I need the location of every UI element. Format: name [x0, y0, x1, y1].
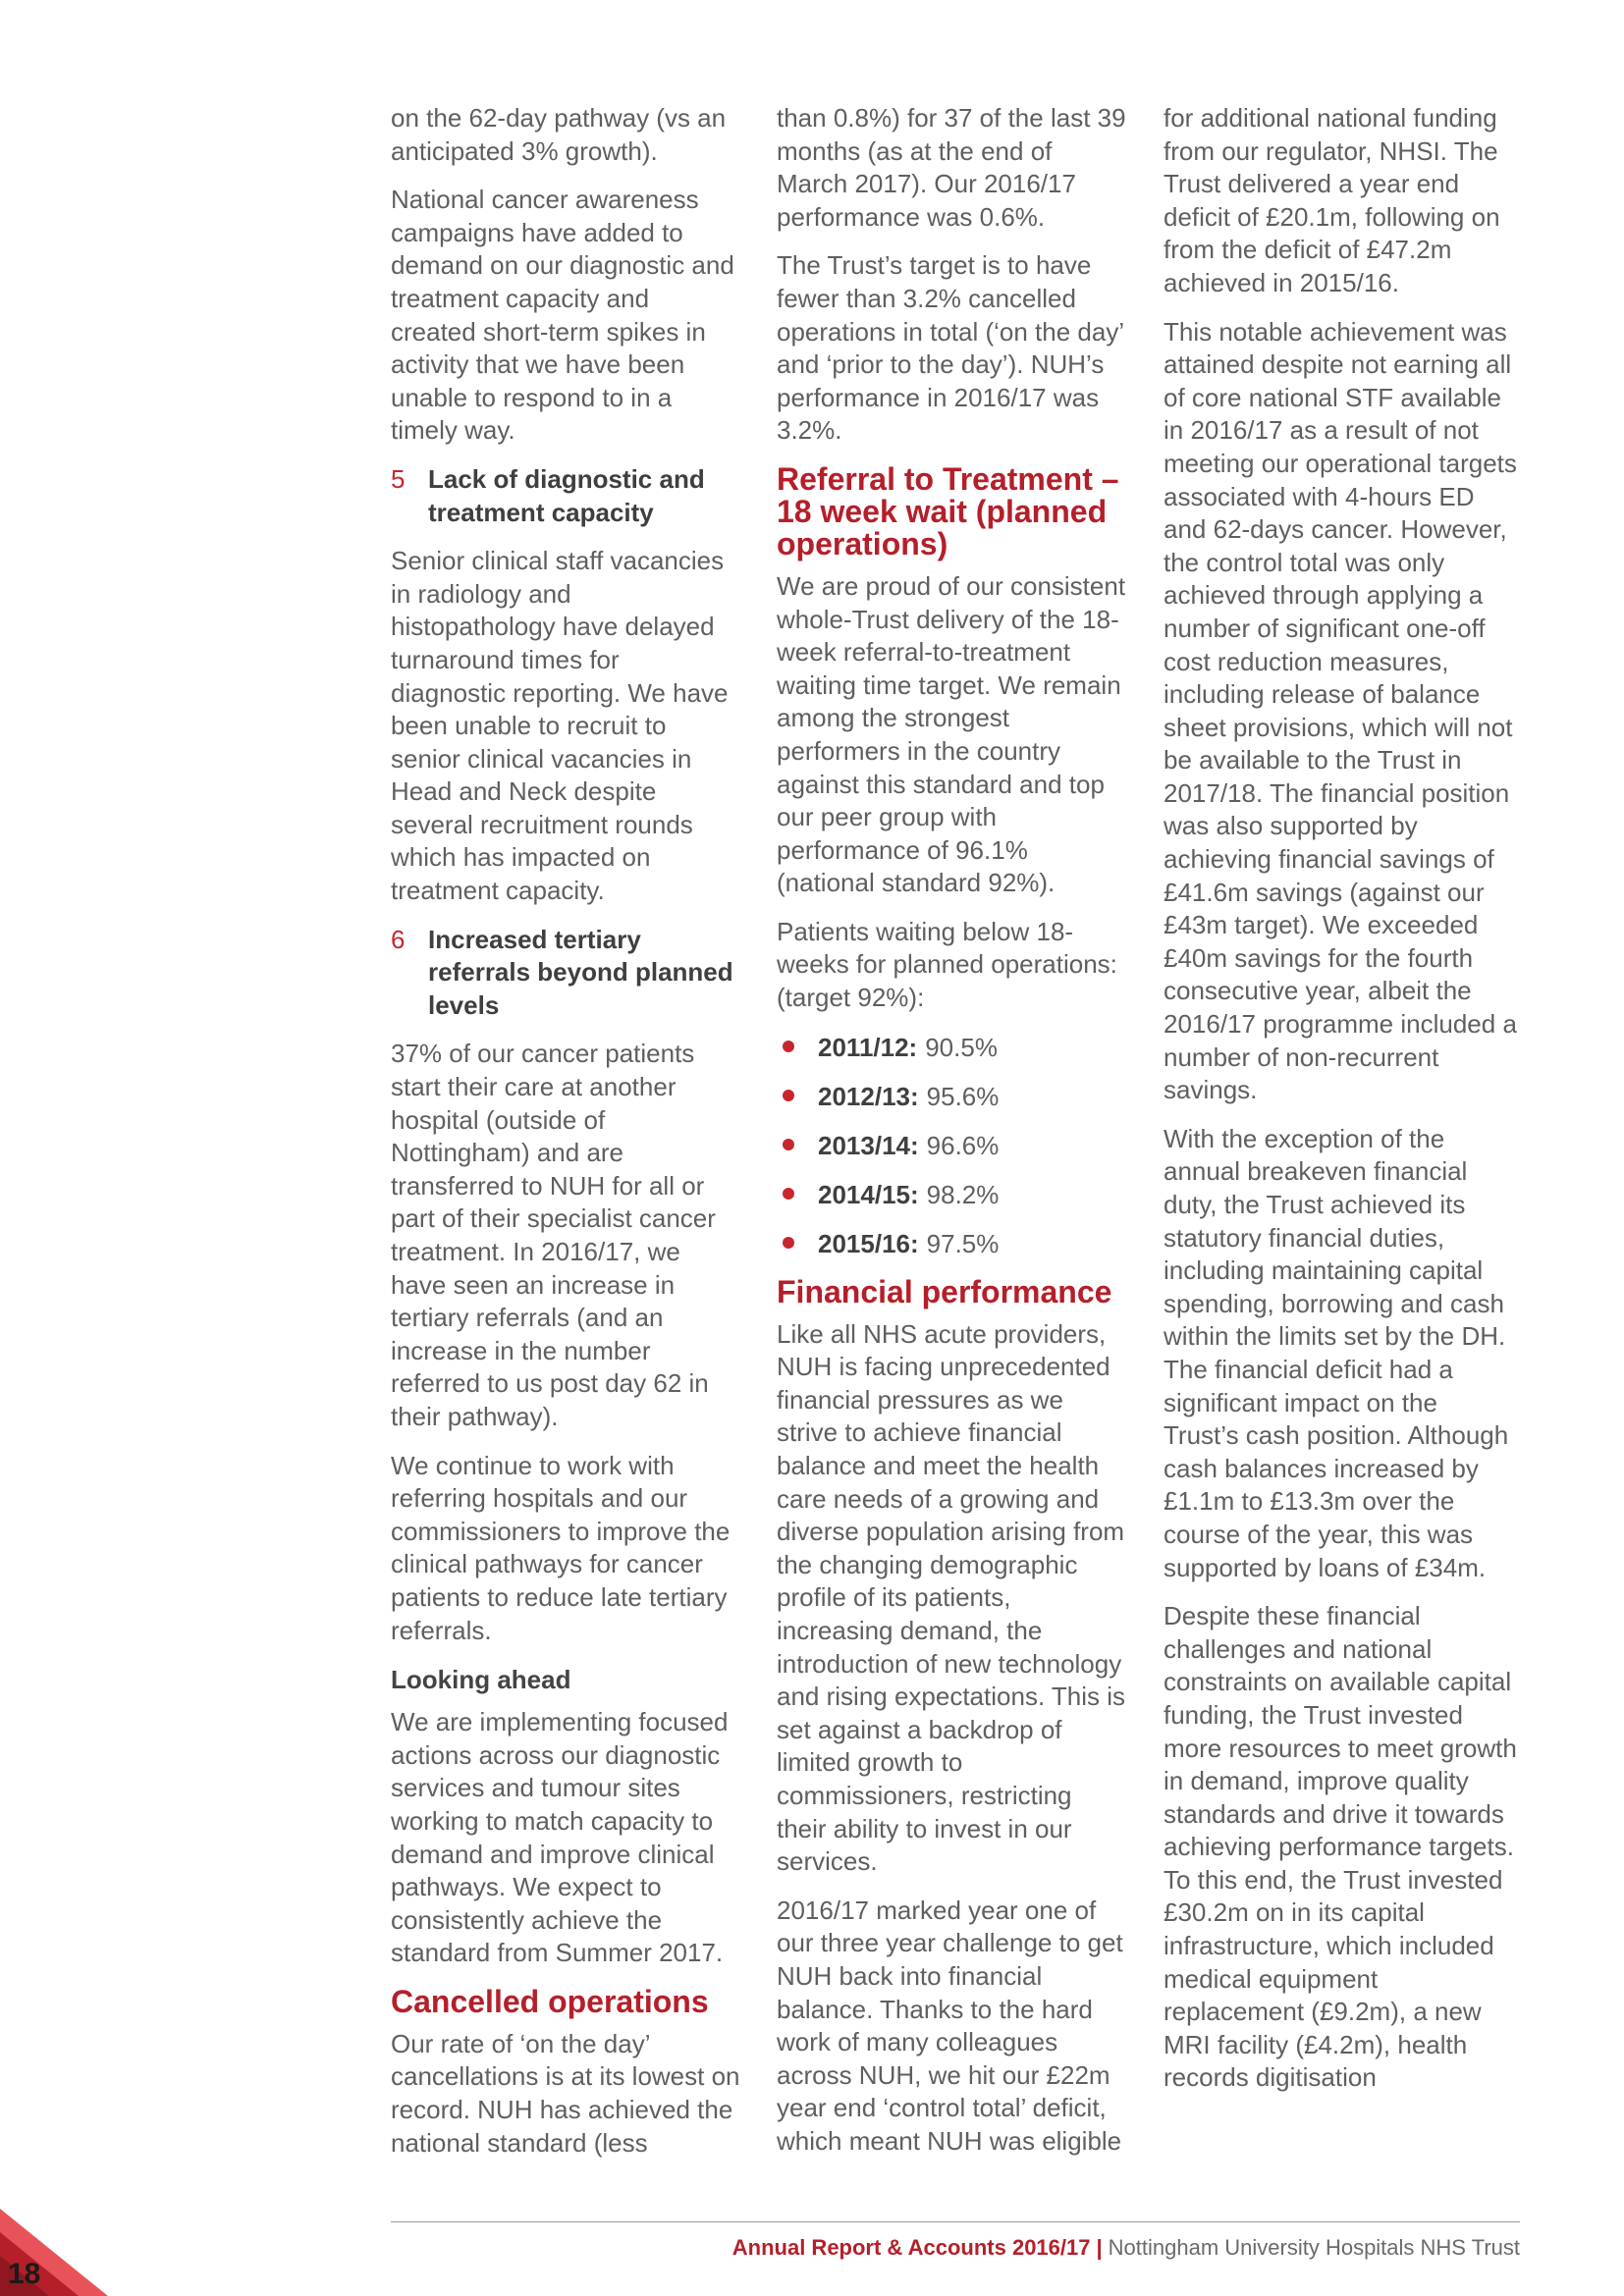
paragraph: than 0.8%) for 37 of the last 39 months (as at the end of March 2017). Our 2016/17 performance was 0.6%. [777, 103, 1126, 232]
page-number: 18 [8, 2258, 41, 2290]
list-item [777, 1080, 1126, 1113]
footer-report-title: Annual Report & Accounts 2016/17 [731, 2235, 1091, 2260]
paragraph: With the exception of the annual breakeven financial duty, the Trust achieved its statutory financial duties, including maintaining capital spending, borrowing and cash within the limits set by the DH. The financial deficit had a significant impact on the Trust’s cash position. Although cash balances increased by £1.1m to £13.3m over the course of the year, this was supported by loans of £34m. [1164, 1123, 1509, 1582]
paragraph: We are proud of our consistent whole-Trust delivery of the 18-week referral-to-treatment waiting time target. We remain among the strongest performers in the country against this standard and top our peer group with performance of 96.1% (national standard 92%). [777, 570, 1126, 898]
footer-divider [391, 2221, 1520, 2222]
item-number: 6 [391, 924, 406, 954]
bullet-icon [783, 1139, 794, 1150]
paragraph: 2016/17 marked year one of our three year challenge to get NUH back into financial balance. Thanks to the hard work of many colleagues across NUH, we hit our £22m year end ‘control total’ deficit, which meant NUH was eligible [777, 1895, 1123, 2156]
paragraph: for additional national funding from our regulator, NHSI. The Trust delivered a year end deficit of £20.1m, following on from the deficit of £47.2m achieved in 2015/16. [1164, 103, 1500, 297]
item-title: Lack of diagnostic and treatment capacity [428, 463, 705, 527]
bullet-icon [783, 1237, 794, 1249]
bullet-icon [783, 1090, 794, 1101]
subheading-looking-ahead: Looking ahead [391, 1665, 571, 1695]
bullet-icon [783, 1188, 794, 1200]
column-2 [777, 102, 1126, 2174]
paragraph: National cancer awareness campaigns have added to demand on our diagnostic and treatment capacity and created short-term spikes in activity that we have been unable to respond to in a timely way. [391, 185, 734, 446]
bullet-icon [783, 1041, 794, 1052]
list-item [777, 1129, 1126, 1162]
numbered-item-5 [391, 463, 740, 529]
list-item [777, 1031, 1126, 1064]
list-item [777, 1227, 1126, 1260]
footer-separator: | [1096, 2235, 1103, 2260]
numbered-item-6 [391, 924, 740, 1023]
item-number: 5 [391, 463, 406, 494]
footer [732, 2234, 1520, 2262]
paragraph: This notable achievement was attained despite not earning all of core national STF available in 2016/17 as a result of not meeting our operational targets associated with 4-hours ED and 62-days cancer. However, the control total was only achieved through applying a number of significant one-off cost reduction measures, including release of balance sheet provisions, which will not be available to the Trust in 2017/18. The financial position was also supported by achieving financial savings of £41.6m savings (against our £43m target). We exceeded £40m savings for the fourth consecutive year, albeit the 2016/17 programme included a number of non-recurrent savings. [1164, 316, 1517, 1105]
bullet-year: 2014/15: [818, 1179, 919, 1209]
bullet-value: 96.6% [926, 1130, 1000, 1160]
paragraph: Like all NHS acute providers, NUH is facing unprecedented financial pressures as we strive to achieve financial balance and meet the health care needs of a growing and diverse population arising from the changing demographic profile of its patients, increasing demand, the introduction of new technology and rising expectations. This is set against a backdrop of limited growth to commissioners, restricting their ability to invest in our services. [777, 1318, 1126, 1877]
paragraph: Senior clinical staff vacancies in radiology and histopathology have delayed turnaround times for diagnostic reporting. We have been unable to recruit to senior clinical vacancies in Head and Neck despite several recruitment rounds which has impacted on treatment capacity. [391, 546, 729, 906]
item-title: Increased tertiary referrals beyond planned levels [428, 924, 733, 1020]
bullet-value: 95.6% [926, 1081, 1000, 1111]
bullet-year: 2011/12: [818, 1032, 918, 1062]
paragraph: Despite these financial challenges and national constraints on available capital funding, the Trust invested more resources to meet growth in demand, improve quality standards and drive it towards achieving performance targets. To this end, the Trust invested £30.2m on in its capital infrastructure, which included medical equipment replacement (£9.2m), a new MRI facility (£4.2m), health records digitisation [1164, 1601, 1517, 2093]
column-3 [1164, 102, 1519, 2110]
heading-referral-to-treatment: Referral to Treatment – 18 week wait (planned operations) [777, 460, 1119, 561]
bullet-value: 97.5% [926, 1228, 1000, 1258]
paragraph: The Trust’s target is to have fewer than 3.2% cancelled operations in total (‘on the day’ and ‘prior to the day’). NUH’s performance in 2016/17 was 3.2%. [777, 250, 1124, 446]
heading-cancelled-operations: Cancelled operations [391, 1983, 709, 2019]
bullet-value: 90.5% [925, 1032, 998, 1062]
column-1 [391, 102, 740, 2175]
paragraph: on the 62-day pathway (vs an anticipated 3% growth). [391, 103, 727, 166]
bullet-year: 2012/13: [818, 1081, 919, 1111]
bullet-year: 2013/14: [818, 1130, 919, 1160]
heading-financial-performance: Financial performance [777, 1273, 1112, 1309]
paragraph: Our rate of ‘on the day’ cancellations is at its lowest on record. NUH has achieved the national standard (less [391, 2028, 740, 2158]
paragraph: Patients waiting below 18-weeks for planned operations: (target 92%): [777, 916, 1117, 1013]
bullet-value: 98.2% [926, 1179, 1000, 1209]
footer-organisation: Nottingham University Hospitals NHS Trust [1108, 2235, 1520, 2260]
list-item [777, 1178, 1126, 1211]
paragraph: We are implementing focused actions across our diagnostic services and tumour sites working to match capacity to demand and improve clinical pathways. We expect to consistently achieve the standard from Summer 2017. [391, 1707, 729, 1968]
rtt-bullet-list [777, 1031, 1126, 1260]
paragraph: We continue to work with referring hospitals and our commissioners to improve the clinical pathways for cancer patients to reduce late tertiary referrals. [391, 1450, 731, 1645]
bullet-year: 2015/16: [818, 1228, 919, 1258]
paragraph: 37% of our cancer patients start their care at another hospital (outside of Nottingham) and are transferred to NUH for all or part of their specialist cancer treatment. In 2016/17, we have seen an increase in tertiary referrals (and an increase in the number referred to us post day 62 in their pathway). [391, 1039, 716, 1431]
